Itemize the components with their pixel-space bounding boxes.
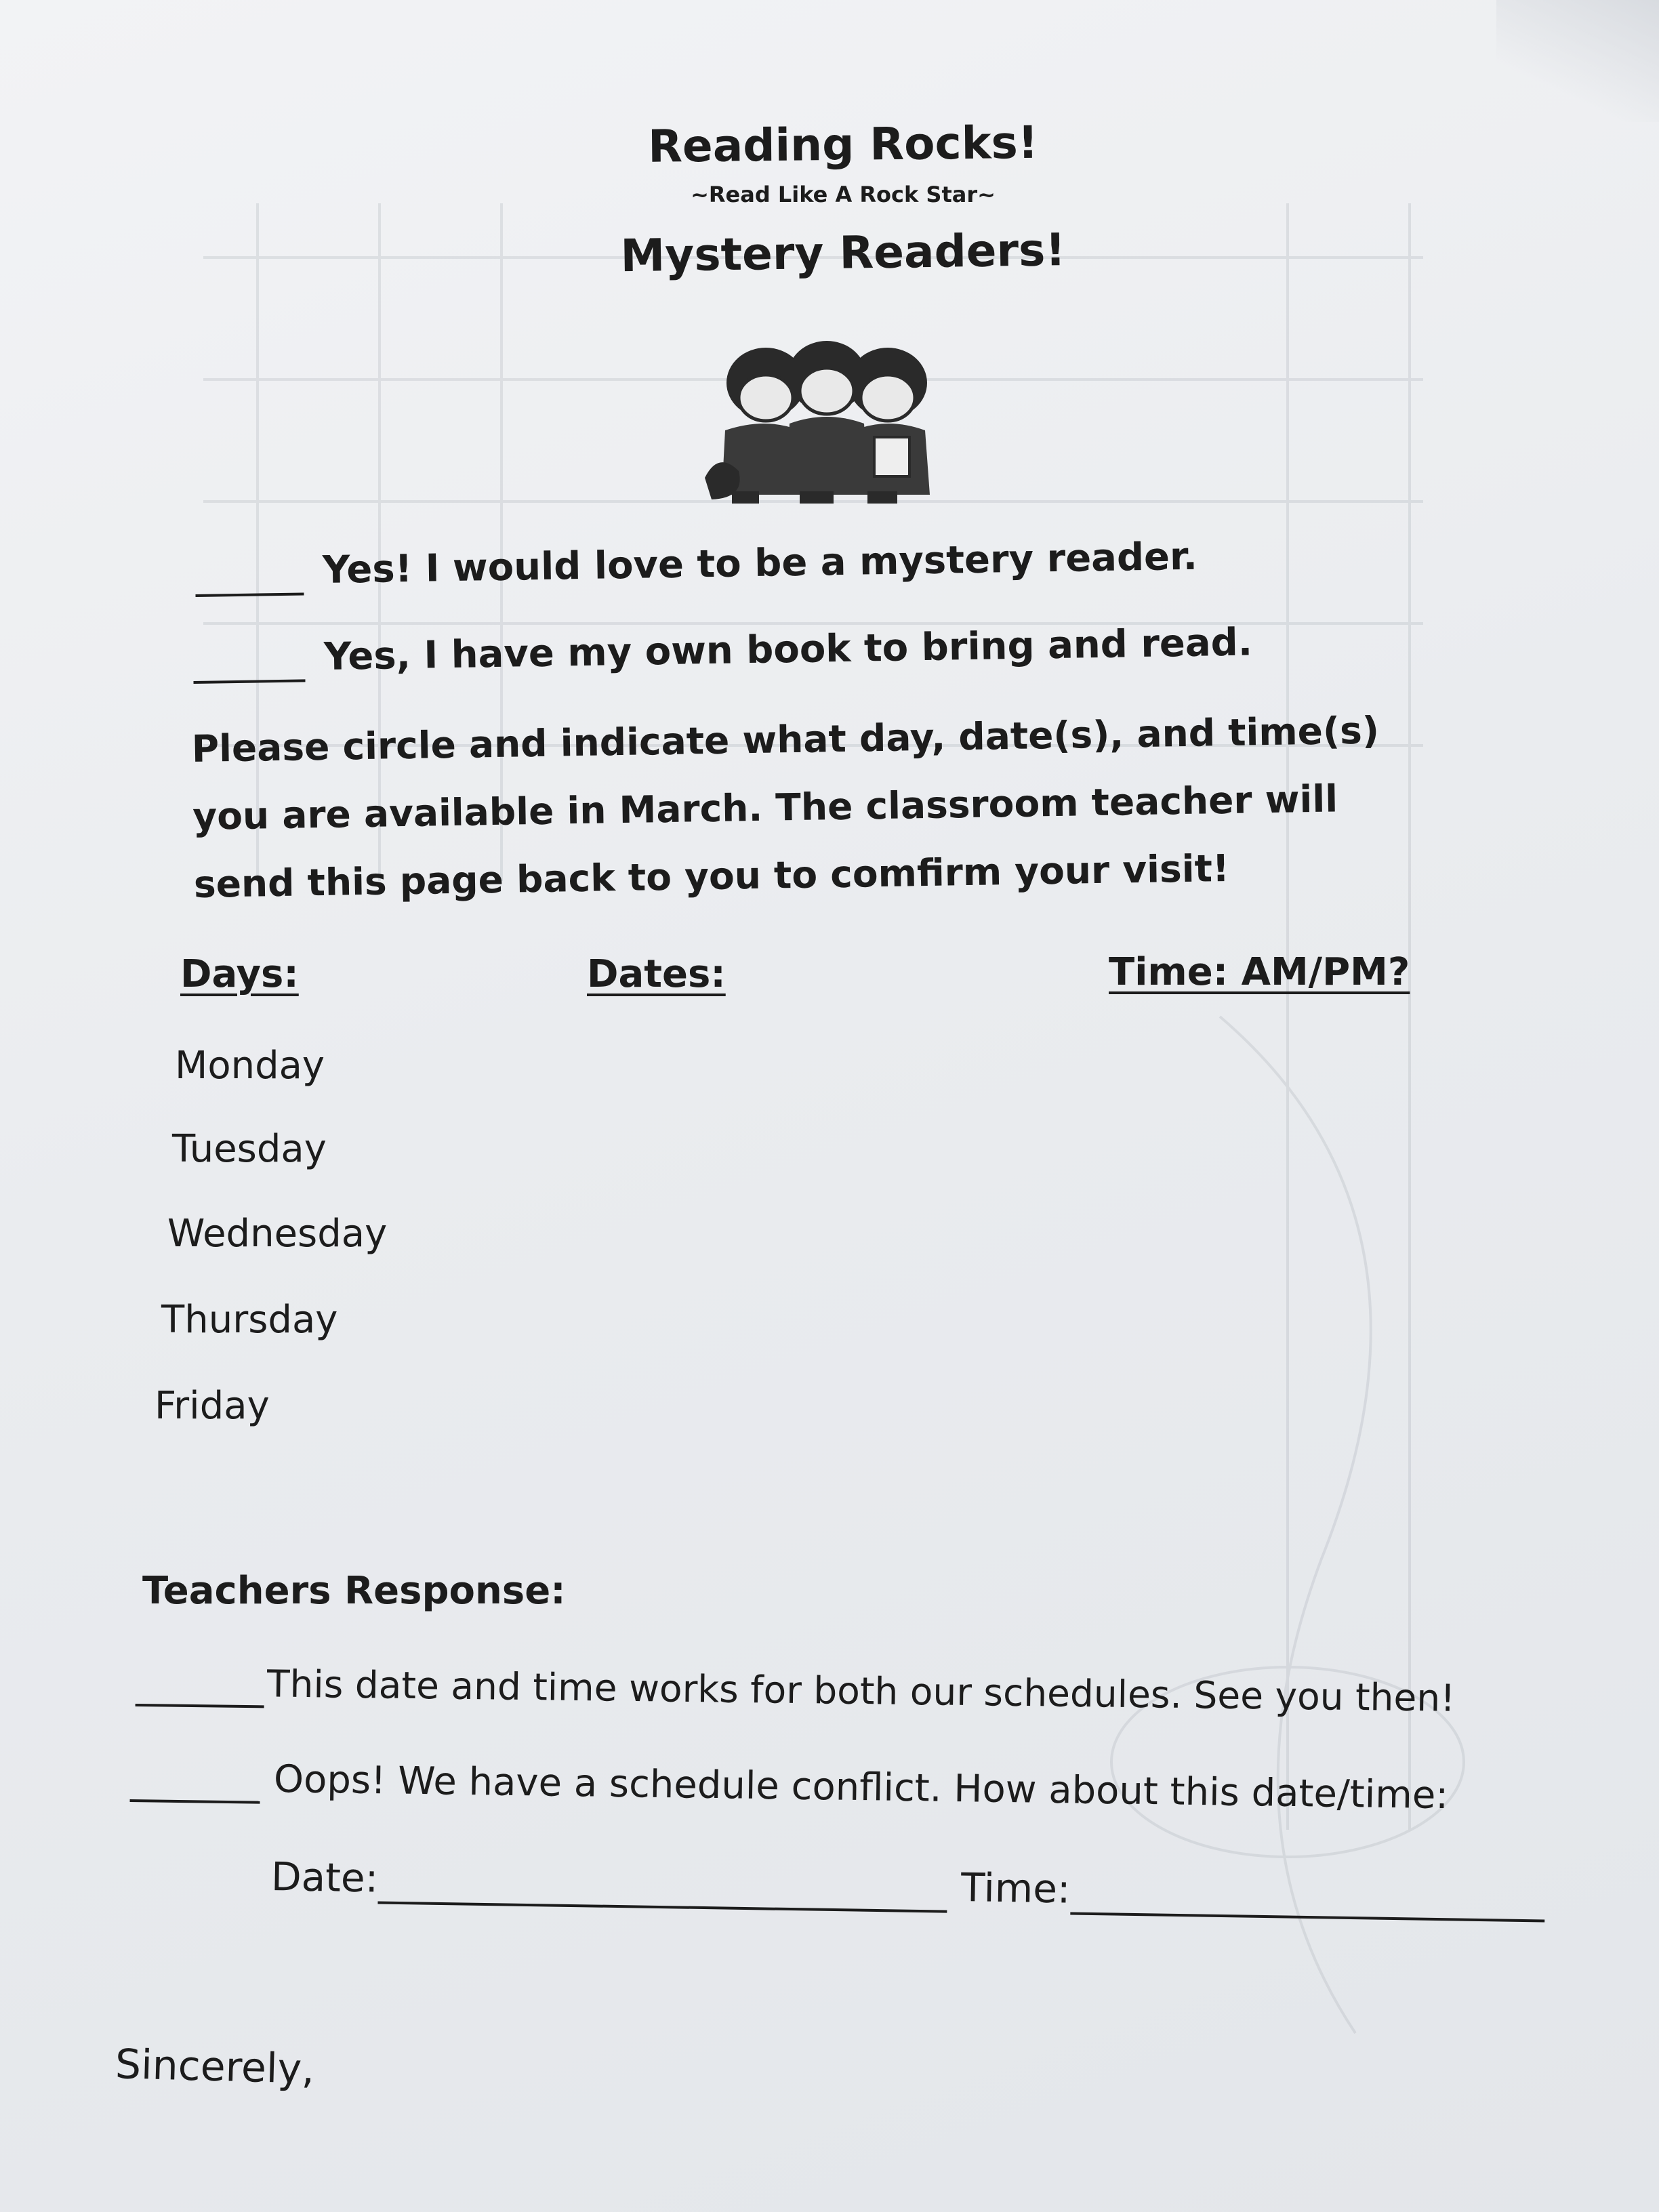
date-label: Date: [270,1853,379,1902]
option-label: Yes! I would love to be a mystery reader. [322,534,1198,593]
instructions-line: you are available in March. The classroom teacher will [192,777,1338,838]
time-label: Time: [960,1864,1071,1912]
option-own-book [192,620,1252,684]
time-heading: Time: AM/PM? [1109,950,1410,994]
day-tuesday[interactable]: Tuesday [172,1127,327,1171]
day-friday[interactable]: Friday [155,1384,270,1428]
instructions [191,696,1382,918]
page-title: Reading Rocks! [647,116,1039,173]
page-heading: Mystery Readers! [620,224,1066,283]
page-subtitle: ~Read Like A Rock Star~ [691,182,996,207]
closing-salutation: Sincerely, [115,2041,316,2093]
day-thursday[interactable]: Thursday [161,1298,338,1342]
conflict-label: Oops! We have a schedule conflict. How about this date/time: [273,1757,1449,1818]
day-monday[interactable]: Monday [175,1044,325,1088]
page-corner-shadow [1496,0,1659,122]
time-blank[interactable] [1070,1866,1545,1923]
option-mystery-reader [194,535,1197,597]
days-heading: Days: [180,952,299,996]
confirm-label: This date and time works for both our schedules. See you then! [266,1662,1456,1720]
dates-heading: Dates: [587,952,726,996]
conflict-blank[interactable] [130,1755,261,1804]
kids-reading-clipart [691,322,949,508]
day-wednesday[interactable]: Wednesday [167,1212,388,1256]
teacher-response-heading: Teachers Response: [142,1569,566,1613]
option-blank[interactable] [192,635,305,684]
teacher-confirm-option [136,1660,1456,1723]
instructions-line: send this page back to you to comfirm your visit! [193,846,1230,906]
alternate-date-time-row [270,1853,1545,1923]
confirm-blank[interactable] [136,1660,265,1708]
teacher-conflict-option [130,1755,1449,1820]
instructions-line: Please circle and indicate what day, date(s), and time(s) [191,708,1380,771]
option-blank[interactable] [194,548,304,597]
option-label: Yes, I have my own book to bring and read. [323,620,1253,679]
date-blank[interactable] [378,1855,948,1912]
